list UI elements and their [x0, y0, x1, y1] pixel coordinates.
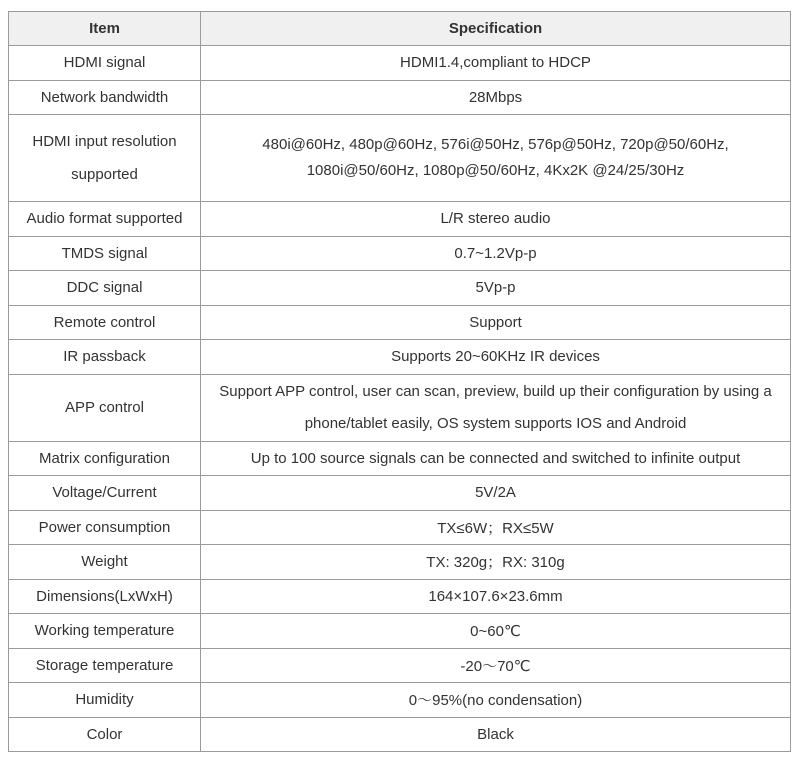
table-row	[9, 476, 791, 511]
spec-cell: 480i@60Hz, 480p@60Hz, 576i@50Hz, 576p@50Hz, 720p@50/60Hz, 1080i@50/60Hz, 1080p@50/60Hz, 4Kx2K @24/25/30Hz	[201, 115, 791, 202]
spec-cell: 5V/2A	[201, 476, 791, 511]
item-cell: HDMI signal	[9, 46, 201, 81]
spec-cell: L/R stereo audio	[201, 202, 791, 237]
item-cell: Weight	[9, 545, 201, 580]
item-cell: IR passback	[9, 340, 201, 375]
item-cell: Audio format supported	[9, 202, 201, 237]
item-cell: Storage temperature	[9, 648, 201, 683]
item-cell: Color	[9, 717, 201, 752]
table-row	[9, 340, 791, 375]
item-cell: Dimensions(LxWxH)	[9, 579, 201, 614]
spec-cell: 0~60℃	[201, 614, 791, 649]
item-cell: HDMI input resolution supported	[9, 115, 201, 202]
header-specification: Specification	[201, 12, 791, 46]
table-row	[9, 648, 791, 683]
item-cell: Remote control	[9, 305, 201, 340]
item-cell: Voltage/Current	[9, 476, 201, 511]
table-row	[9, 374, 791, 441]
spec-cell: 0.7~1.2Vp-p	[201, 236, 791, 271]
item-cell: Working temperature	[9, 614, 201, 649]
table-row	[9, 683, 791, 718]
spec-cell: -20～70℃	[201, 648, 791, 683]
item-cell: DDC signal	[9, 271, 201, 306]
item-cell: Network bandwidth	[9, 80, 201, 115]
spec-cell: 28Mbps	[201, 80, 791, 115]
table-row	[9, 271, 791, 306]
table-row	[9, 717, 791, 752]
table-row	[9, 305, 791, 340]
item-cell: Power consumption	[9, 510, 201, 545]
table-header-row	[9, 12, 791, 46]
item-cell: Humidity	[9, 683, 201, 718]
spec-cell: Black	[201, 717, 791, 752]
spec-cell: TX: 320g；RX: 310g	[201, 545, 791, 580]
spec-cell: Support APP control, user can scan, preview, build up their configuration by using a phone/tablet easily, OS system supports IOS and Android	[201, 374, 791, 441]
table-row	[9, 441, 791, 476]
table-row	[9, 202, 791, 237]
table-row	[9, 614, 791, 649]
spec-cell: Support	[201, 305, 791, 340]
header-item: Item	[9, 12, 201, 46]
table-row	[9, 115, 791, 202]
spec-cell: TX≤6W；RX≤5W	[201, 510, 791, 545]
table-row	[9, 80, 791, 115]
specification-table	[8, 11, 791, 752]
spec-cell: 5Vp-p	[201, 271, 791, 306]
item-cell: Matrix configuration	[9, 441, 201, 476]
spec-cell: Supports 20~60KHz IR devices	[201, 340, 791, 375]
table-row	[9, 545, 791, 580]
item-cell: TMDS signal	[9, 236, 201, 271]
spec-cell: Up to 100 source signals can be connected and switched to infinite output	[201, 441, 791, 476]
table-row	[9, 46, 791, 81]
table-row	[9, 510, 791, 545]
spec-cell: HDMI1.4,compliant to HDCP	[201, 46, 791, 81]
table-row	[9, 579, 791, 614]
spec-cell: 164×107.6×23.6mm	[201, 579, 791, 614]
item-cell: APP control	[9, 374, 201, 441]
table-row	[9, 236, 791, 271]
spec-cell: 0～95%(no condensation)	[201, 683, 791, 718]
